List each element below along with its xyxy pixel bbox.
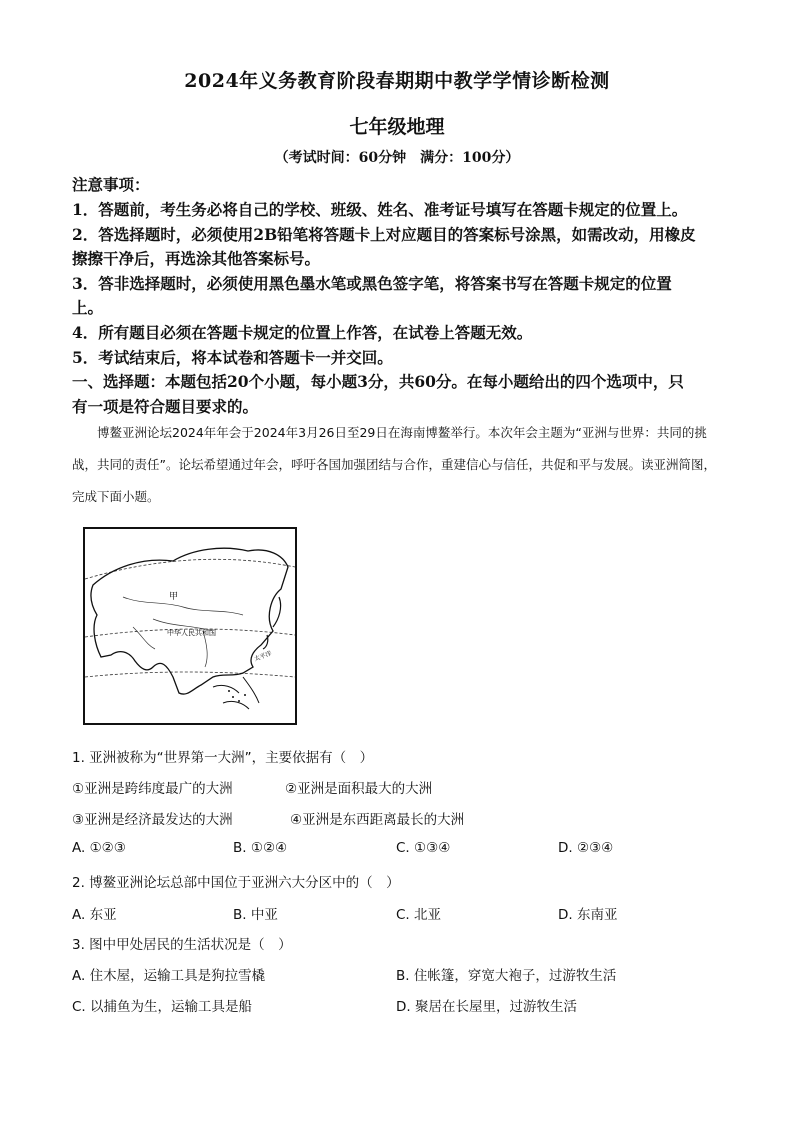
q2-option-a[interactable]: A. 东亚 [72, 907, 117, 923]
asia-map [83, 527, 297, 725]
map-label-ocean: 太平洋 [253, 650, 273, 663]
exam-info: （考试时间：60分钟 满分：100分） [274, 150, 520, 166]
q1-option-a[interactable]: A. ①②③ [72, 840, 126, 856]
q1-statement-3: ③亚洲是经济最发达的大洲 [72, 812, 233, 828]
q3-option-d[interactable]: D. 聚居在长屋里，过游牧生活 [396, 999, 577, 1015]
q2-option-c[interactable]: C. 北亚 [396, 907, 442, 923]
note-item: 擦擦干净后，再选涂其他答案标号。 [72, 249, 321, 268]
section-heading-line2: 有一项是符合题目要求的。 [72, 397, 259, 416]
q3-option-a[interactable]: A. 住木屋，运输工具是狗拉雪橇 [72, 968, 266, 984]
note-item: 2．答选择题时，必须使用2B铅笔将答题卡上对应题目的答案标号涂黑，如需改动，用橡皮 [72, 225, 696, 244]
exam-subtitle: 七年级地理 [349, 116, 445, 138]
map-label-china: 中华人民共和国 [167, 629, 216, 637]
note-item: 3．答非选择题时，必须使用黑色墨水笔或黑色签字笔，将答案书写在答题卡规定的位置 [72, 274, 672, 293]
q1-option-d[interactable]: D. ②③④ [558, 840, 614, 856]
q3-option-b[interactable]: B. 住帐篷，穿宽大袍子，过游牧生活 [396, 968, 617, 984]
q1-option-c[interactable]: C. ①③④ [396, 840, 451, 856]
material-intro: 博鳌亚洲论坛2024年年会于2024年3月26日至29日在海南博鳌举行。本次年会主题为“亚洲与世界：共同的挑战，共同的责任”。论坛希望通过年会，呼吁各国加强团结与合作，重建信心与信任，共促和平与发展。读亚洲简图，完成下面小题。 [72, 425, 716, 504]
notes-heading: 注意事项： [72, 175, 150, 194]
q2-option-d[interactable]: D. 东南亚 [558, 907, 618, 923]
question-1-stem: 1. 亚洲被称为“世界第一大洲”，主要依据有（ ） [72, 750, 374, 766]
question-2-stem: 2. 博鳌亚洲论坛总部中国位于亚洲六大分区中的（ ） [72, 875, 400, 891]
note-item: 5．考试结束后，将本试卷和答题卡一并交回。 [72, 348, 393, 367]
q1-statement-1: ①亚洲是跨纬度最广的大洲 [72, 781, 233, 797]
section-heading-line1: 一、选择题：本题包括20个小题，每小题3分，共60分。在每小题给出的四个选项中，只 [72, 372, 684, 391]
q1-option-b[interactable]: B. ①②④ [233, 840, 288, 856]
note-item: 上。 [72, 298, 104, 317]
q1-statement-2: ②亚洲是面积最大的大洲 [285, 781, 433, 797]
exam-title: 2024年义务教育阶段春期期中教学学情诊断检测 [184, 70, 610, 92]
question-3-stem: 3. 图中甲处居民的生活状况是（ ） [72, 937, 292, 953]
note-item: 1．答题前，考生务必将自己的学校、班级、姓名、准考证号填写在答题卡规定的位置上。 [72, 200, 688, 219]
q1-statement-4: ④亚洲是东西距离最长的大洲 [290, 812, 465, 828]
note-item: 4．所有题目必须在答题卡规定的位置上作答，在试卷上答题无效。 [72, 323, 533, 342]
map-label-jia: 甲 [169, 592, 179, 602]
q3-option-c[interactable]: C. 以捕鱼为生，运输工具是船 [72, 999, 253, 1015]
q2-option-b[interactable]: B. 中亚 [233, 907, 278, 923]
